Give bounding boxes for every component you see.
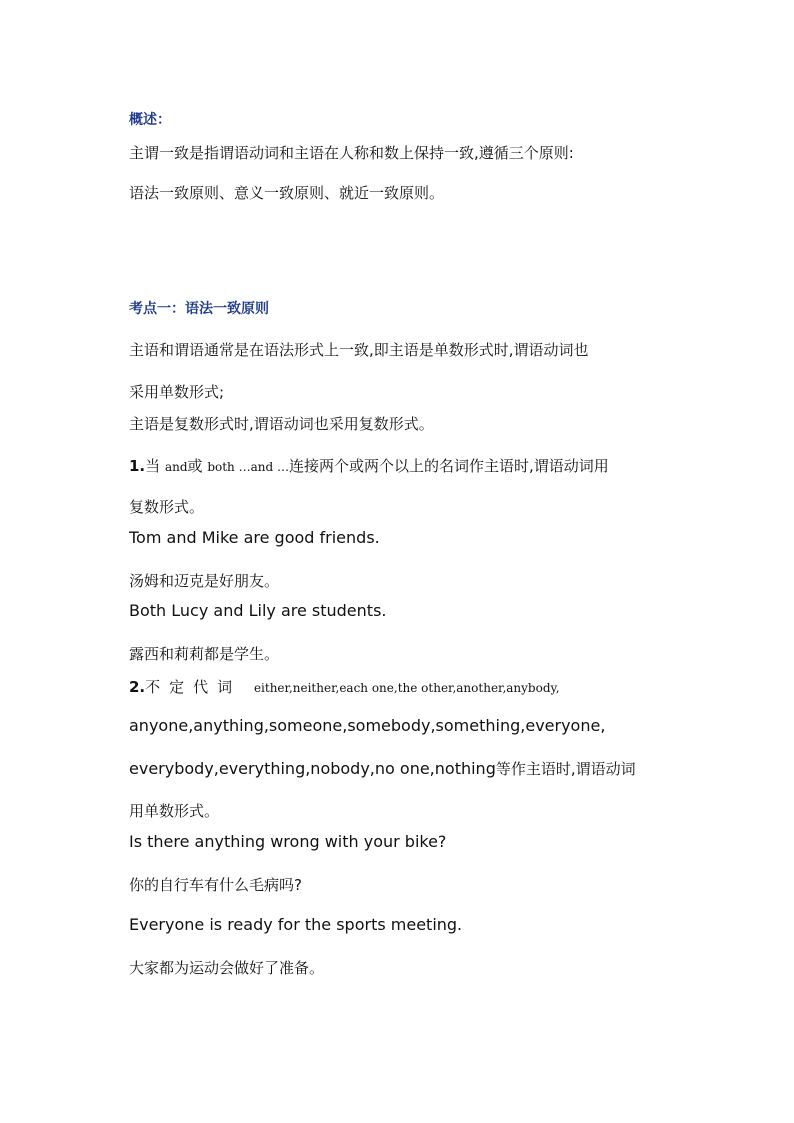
rule-2-number: 2. <box>129 678 146 696</box>
point1-intro-2: 采用单数形式; <box>129 383 225 401</box>
rule-1-or: 或 <box>187 457 203 475</box>
rule-1 <box>129 455 609 476</box>
rule-1-both: both …and … <box>207 460 289 474</box>
rule-2-list-3-english: everybody,everything,nobody,no one,nothing <box>129 759 496 778</box>
example-1-chinese: 汤姆和迈克是好朋友。 <box>129 572 280 590</box>
rule-2-list-3 <box>129 758 636 779</box>
overview-line-2: 语法一致原则、意义一致原则、就近一致原则。 <box>129 184 445 202</box>
example-3-chinese: 你的自行车有什么毛病吗? <box>129 876 302 894</box>
example-1-english: Tom and Mike are good friends. <box>129 528 380 547</box>
example-2-english: Both Lucy and Lily are students. <box>129 601 387 620</box>
rule-1-text-a: 当 <box>145 457 161 475</box>
rule-2-end: 用单数形式。 <box>129 802 220 820</box>
overview-title: 概述： <box>129 112 171 128</box>
example-4-english: Everyone is ready for the sports meeting. <box>129 915 463 934</box>
rule-2-list-1: either,neither,each one,the other,another,anybody, <box>253 681 560 695</box>
overview-line-1: 主谓一致是指谓语动词和主语在人称和数上保持一致,遵循三个原则: <box>129 144 574 162</box>
example-3-english: Is there anything wrong with your bike? <box>129 832 447 851</box>
rule-2 <box>129 676 560 697</box>
point1-intro-3: 主语是复数形式时,谓语动词也采用复数形式。 <box>129 415 434 433</box>
rule-1-and: and <box>164 460 188 474</box>
rule-1-text-b: 连接两个或两个以上的名词作主语时,谓语动词用 <box>288 457 609 475</box>
rule-2-list-3-chinese: 等作主语时,谓语动词 <box>495 760 636 778</box>
point1-intro-1: 主语和谓语通常是在语法形式上一致,即主语是单数形式时,谓语动词也 <box>129 341 589 359</box>
rule-1-number: 1. <box>129 457 146 475</box>
example-2-chinese: 露西和莉莉都是学生。 <box>129 645 280 663</box>
rule-2-list-2: anyone,anything,someone,somebody,something,everyone, <box>129 716 606 735</box>
point1-title: 考点一：语法一致原则 <box>129 301 269 317</box>
rule-1-text-c: 复数形式。 <box>129 498 205 516</box>
example-4-chinese: 大家都为运动会做好了准备。 <box>129 959 325 977</box>
rule-2-label: 不定代词 <box>145 678 242 696</box>
